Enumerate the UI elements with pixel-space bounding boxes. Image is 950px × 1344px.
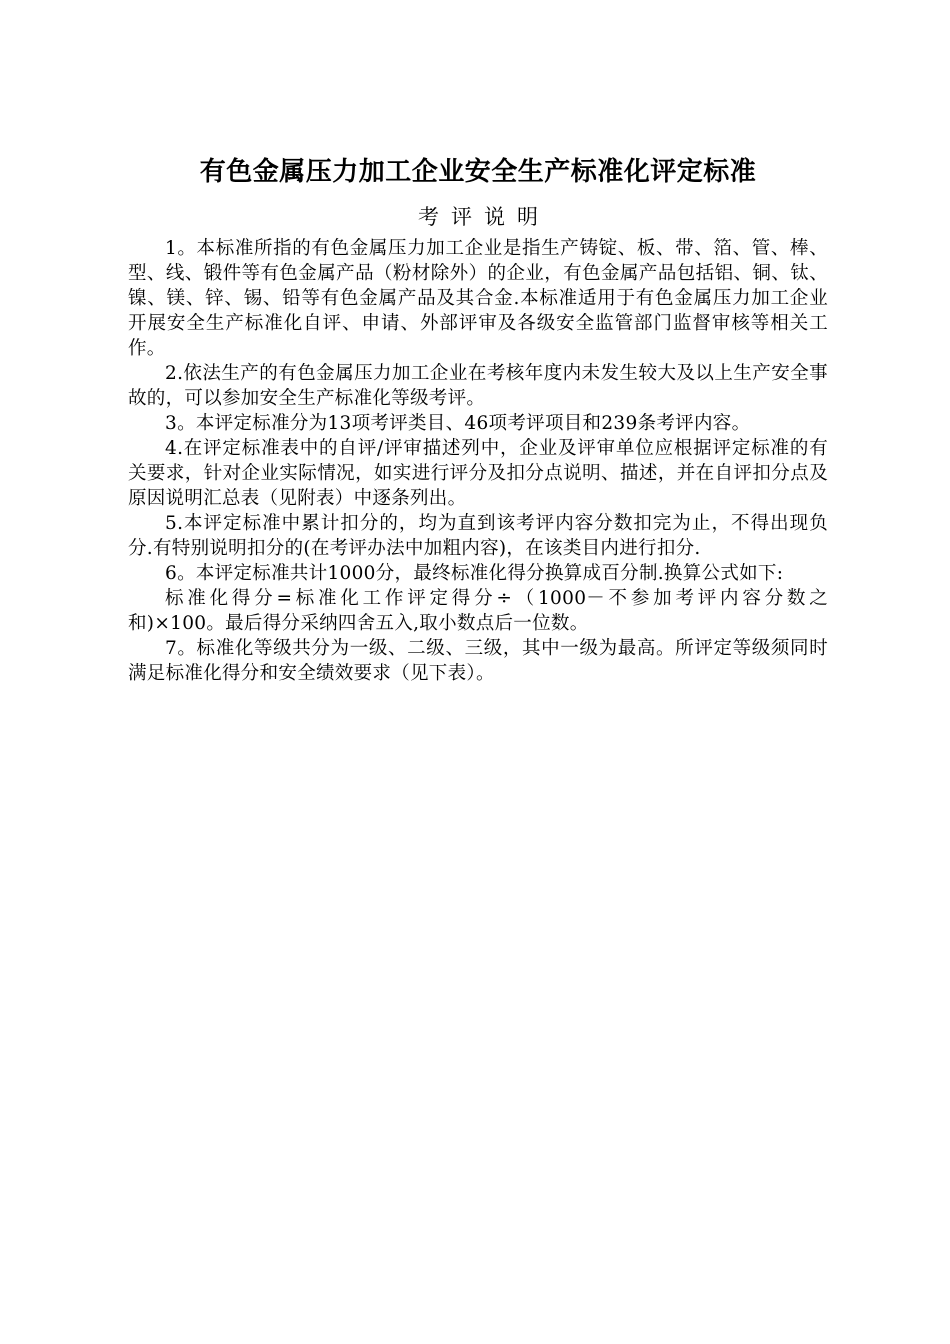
paragraph-1: 1。本标准所指的有色金属压力加工企业是指生产铸锭、板、带、箔、管、棒、型、线、锻件等有色金属产品（粉材除外）的企业，有色金属产品包括铝、铜、钛、镍、镁、锌、锡、铅等有色金属产品及其合金.本标准适用于有色金属压力加工企业开展安全生产标准化自评、申请、外部评审及各级安全监管部门监督审核等相关工作。 <box>128 238 828 359</box>
paragraph-4: 4.在评定标准表中的自评/评审描述列中，企业及评审单位应根据评定标准的有关要求，针对企业实际情况，如实进行评分及扣分点说明、描述，并在自评扣分点及原因说明汇总表（见附表）中逐条列出。 <box>128 438 828 509</box>
document-title: 有色金属压力加工企业安全生产标准化评定标准 <box>199 157 757 187</box>
paragraph-2: 2.依法生产的有色金属压力加工企业在考核年度内未发生较大及以上生产安全事故的，可以参加安全生产标准化等级考评。 <box>128 363 828 409</box>
paragraph-formula: 标准化得分=标准化工作评定得分÷（1000－不参加考评内容分数之和)×100。最后得分采纳四舍五入,取小数点后一位数。 <box>128 588 828 634</box>
paragraph-5: 5.本评定标准中累计扣分的，均为直到该考评内容分数扣完为止，不得出现负分.有特别说明扣分的(在考评办法中加粗内容)，在该类目内进行扣分. <box>128 513 828 559</box>
document-page <box>128 150 828 686</box>
paragraph-6: 6。本评定标准共计1000分，最终标准化得分换算成百分制.换算公式如下: <box>165 563 784 584</box>
paragraph-7: 7。标准化等级共分为一级、二级、三级，其中一级为最高。所评定等级须同时满足标准化得分和安全绩效要求（见下表）。 <box>128 638 828 684</box>
paragraph-3: 3。本评定标准分为13项考评类目、46项考评项目和239条考评内容。 <box>165 413 751 434</box>
section-subtitle: 考评说明 <box>418 205 550 229</box>
document-body <box>128 236 828 686</box>
